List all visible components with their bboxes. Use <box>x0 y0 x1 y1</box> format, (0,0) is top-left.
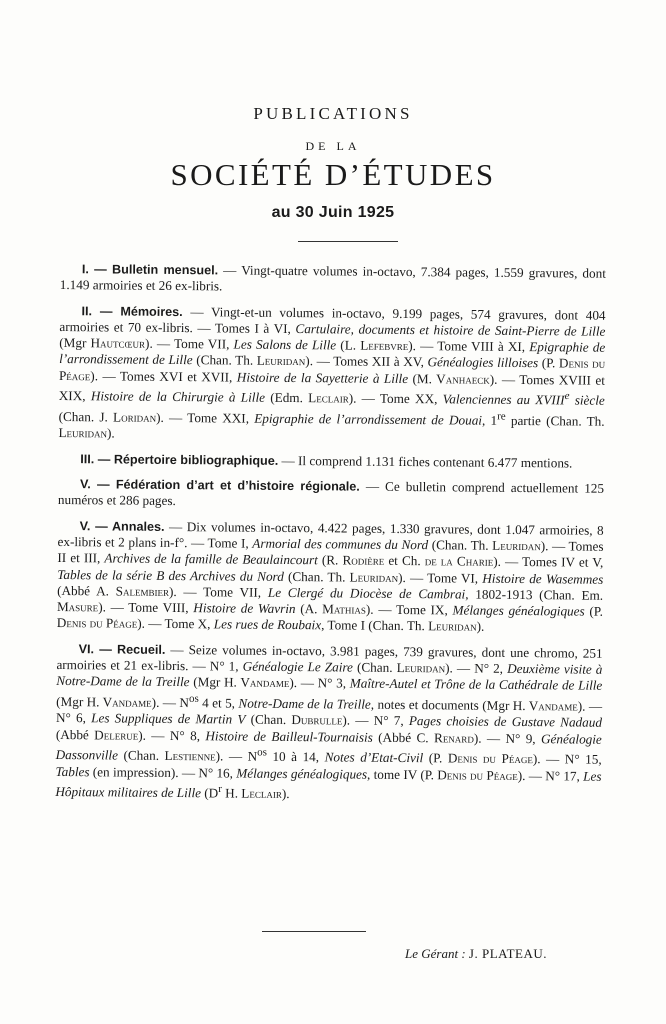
title-date: au 30 Juin 1925 <box>271 204 395 221</box>
signature-line <box>405 946 547 962</box>
title-publications: PUBLICATIONS <box>253 104 413 123</box>
section-bulletin <box>60 261 606 298</box>
section-federation <box>58 476 604 513</box>
section-heading: V. — Annales. <box>79 518 165 534</box>
section-text: — Il comprend 1.131 fiches contenant 6.477 mentions. <box>278 452 573 471</box>
section-heading: V. — Fédération d’art et d’histoire régionale. <box>79 477 360 494</box>
divider-bottom <box>262 931 366 932</box>
title-societe: SOCIÉTÉ D’ÉTUDES <box>170 157 496 192</box>
section-heading: II. — Mémoires. <box>81 303 183 319</box>
section-recueil <box>55 641 602 806</box>
section-heading: I. — Bulletin mensuel. <box>81 262 219 278</box>
section-text: — Vingt-et-un volumes in-octavo, 9.199 pages, 574 gravures, dont 404 armoiries et 70 ex-libris. — Tomes I à VI, Cartulaire, documents et histoire de Saint-Pierre de Lille (Mgr Hautcœur). — Tome VII, Les Salons de Lille (L. Lefebvre). — Tome VIII à XI, Epigraphie de l’arrondissement de Lille (Chan. Th. Leuridan). — Tomes XII à XV, Généalogies lilloises (P. Denis du Péage). — Tomes XVI et XVII, Histoire de la Sayetterie à Lille (M. Vanhaeck). — Tomes XVIII et XIX, Histoire de la Chirurgie à Lille (Edm. Leclair). — Tome XX, Valenciennes au XVIIIe siècle (Chan. J. Loridan). — Tome XXI, Epigraphie de l’arrondissement de Douai, 1re partie (Chan. Th. Leuridan). <box>58 303 606 441</box>
section-text: — Seize volumes in-octavo, 3.981 pages, 739 gravures, dont une chromo, 251 armoiries et 21 ex-libris. — N° 1, Généalogie Le Zaire (Chan. Leuridan). — N° 2, Deuxième visite à Notre-Dame de la Treille (Mgr H. Vandame). — N° 3, Maître-Autel et Trône de la Cathédrale de Lille (Mgr H. Vandame). — $N^{os}$ 4 et 5, Notre-Dame de la Treille, notes et documents (Mgr H. Vandame). — N° 6, Les Suppliques de Martin V (Chan. Dubrulle). — N° 7, Pages choisies de Gustave Nadaud (Abbé Delerue). — N° 8, Histoire de Bailleul-Tournaisis (Abbé C. Renard). — N° 9, Généalogie Dassonville (Chan. Lestienne). — $N^{os}$ 10 à 14, Notes d’Etat-Civil (P. Denis du Péage). — N° 15, Tables (en impression). — N° 16, Mélanges généalogiques, tome IV (P. Denis du Péage). — N° 17, Les Hôpitaux militaires de Lille ($D^r$ H. Leclair). <box>55 641 603 802</box>
title-de-la: DE LA <box>305 139 361 153</box>
gerant-label: Le Gérant : <box>405 946 466 961</box>
section-text: — Vingt-quatre volumes in-octavo, 7.384 pages, 1.559 gravures, dont 1.149 armoiries et 26 ex-libris. <box>59 262 606 294</box>
gerant-name: J. PLATEAU. <box>468 946 548 961</box>
section-text: — Dix volumes in-octavo, 4.422 pages, 1.330 gravures, dont 1.047 armoiries, 8 ex-libris et 2 plans in-f°. — Tome I, Armorial des communes du Nord (Chan. Th. Leuridan). — Tomes II et III, Archives de la famille de Beaulaincourt (R. Rodière et Ch. de la Charie). — Tomes IV et V, Tables de la série B des Archives du Nord (Chan. Th. Leuridan). — Tome VI, Histoire de Wasemmes (Abbé A. Salembier). — Tome VII, Le Clergé du Diocèse de Cambrai, 1802-1913 (Chan. Em. Masure). — Tome VIII, Histoire de Wavrin (A. Mathias). — Tome IX, Mélanges généalogiques (P. Denis du Péage). — Tome X, Les rues de Roubaix, Tome I (Chan. Th. Leuridan). <box>56 518 604 635</box>
section-repertoire <box>58 451 604 472</box>
section-annales <box>57 518 604 637</box>
publication-list <box>55 261 606 814</box>
section-heading: VI. — Recueil. <box>78 641 166 657</box>
section-memoires <box>58 303 605 447</box>
divider-top <box>298 241 398 242</box>
section-heading: III. — Répertoire bibliographique. <box>80 451 279 468</box>
section-text: — Ce bulletin comprend actuellement 125 numéros et 286 pages. <box>57 478 605 509</box>
